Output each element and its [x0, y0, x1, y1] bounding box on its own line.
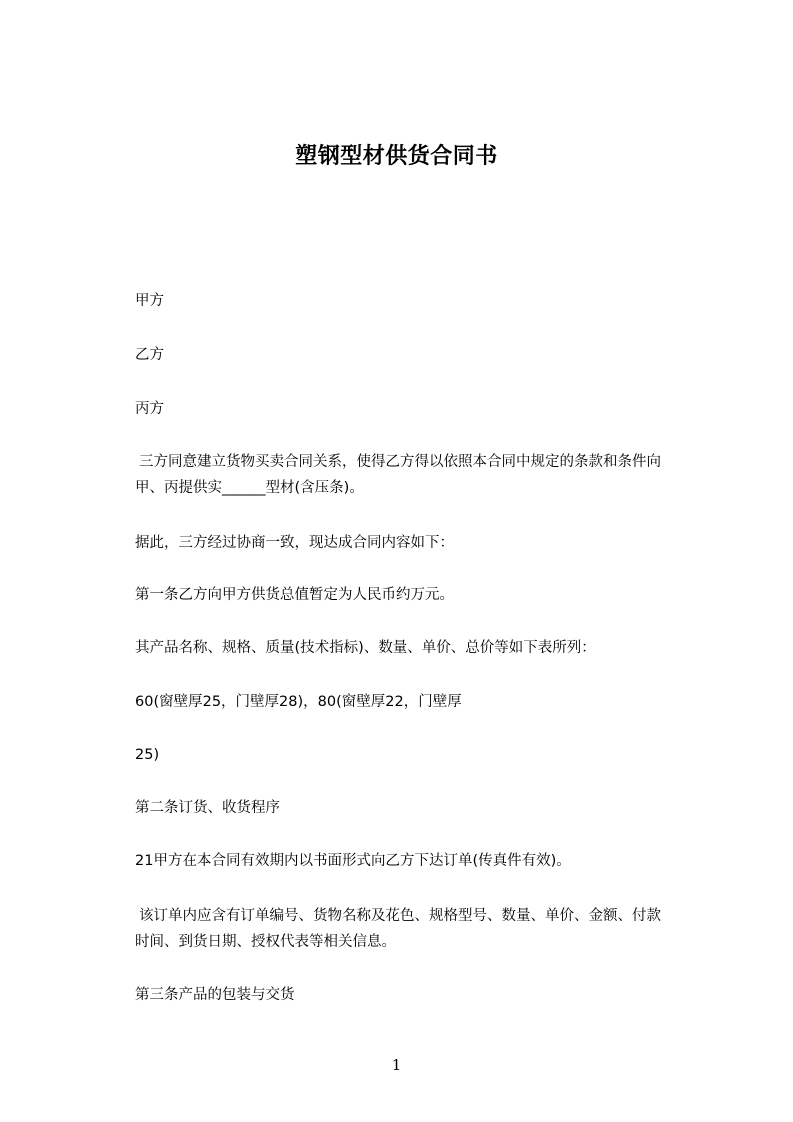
- order-content-paragraph: 该订单内应含有订单编号、货物名称及花色、规格型号、数量、单价、金额、付款时间、到货日期、授权代表等相关信息。: [135, 908, 661, 950]
- product-list-paragraph: 其产品名称、规格、质量(技术指标)、数量、单价、总价等如下表所列：: [135, 640, 596, 656]
- order-clause-paragraph: 21甲方在本合同有效期内以书面形式向乙方下达订单(传真件有效)。: [135, 853, 571, 869]
- party-b-label: 乙方: [135, 347, 164, 363]
- spec-line-2: 25): [135, 747, 160, 763]
- article-1-paragraph: 第一条乙方向甲方供货总值暂定为人民币约万元。: [135, 587, 454, 603]
- article-3-heading: 第三条产品的包装与交货: [135, 987, 295, 1003]
- agreement-intro-paragraph: 三方同意建立货物买卖合同关系，使得乙方得以依照本合同中规定的条款和条件向甲、丙提供实______型材(含压条)。: [135, 454, 661, 496]
- page-number: 1: [391, 1056, 402, 1074]
- article-2-heading: 第二条订货、收货程序: [135, 800, 280, 816]
- spec-line-1: 60(窗壁厚25，门壁厚28)，80(窗壁厚22，门壁厚: [135, 694, 462, 710]
- consensus-paragraph: 据此，三方经过协商一致，现达成合同内容如下：: [135, 535, 454, 551]
- party-a-label: 甲方: [135, 293, 164, 309]
- party-c-label: 丙方: [135, 401, 164, 417]
- document-title: 塑钢型材供货合同书: [295, 144, 498, 169]
